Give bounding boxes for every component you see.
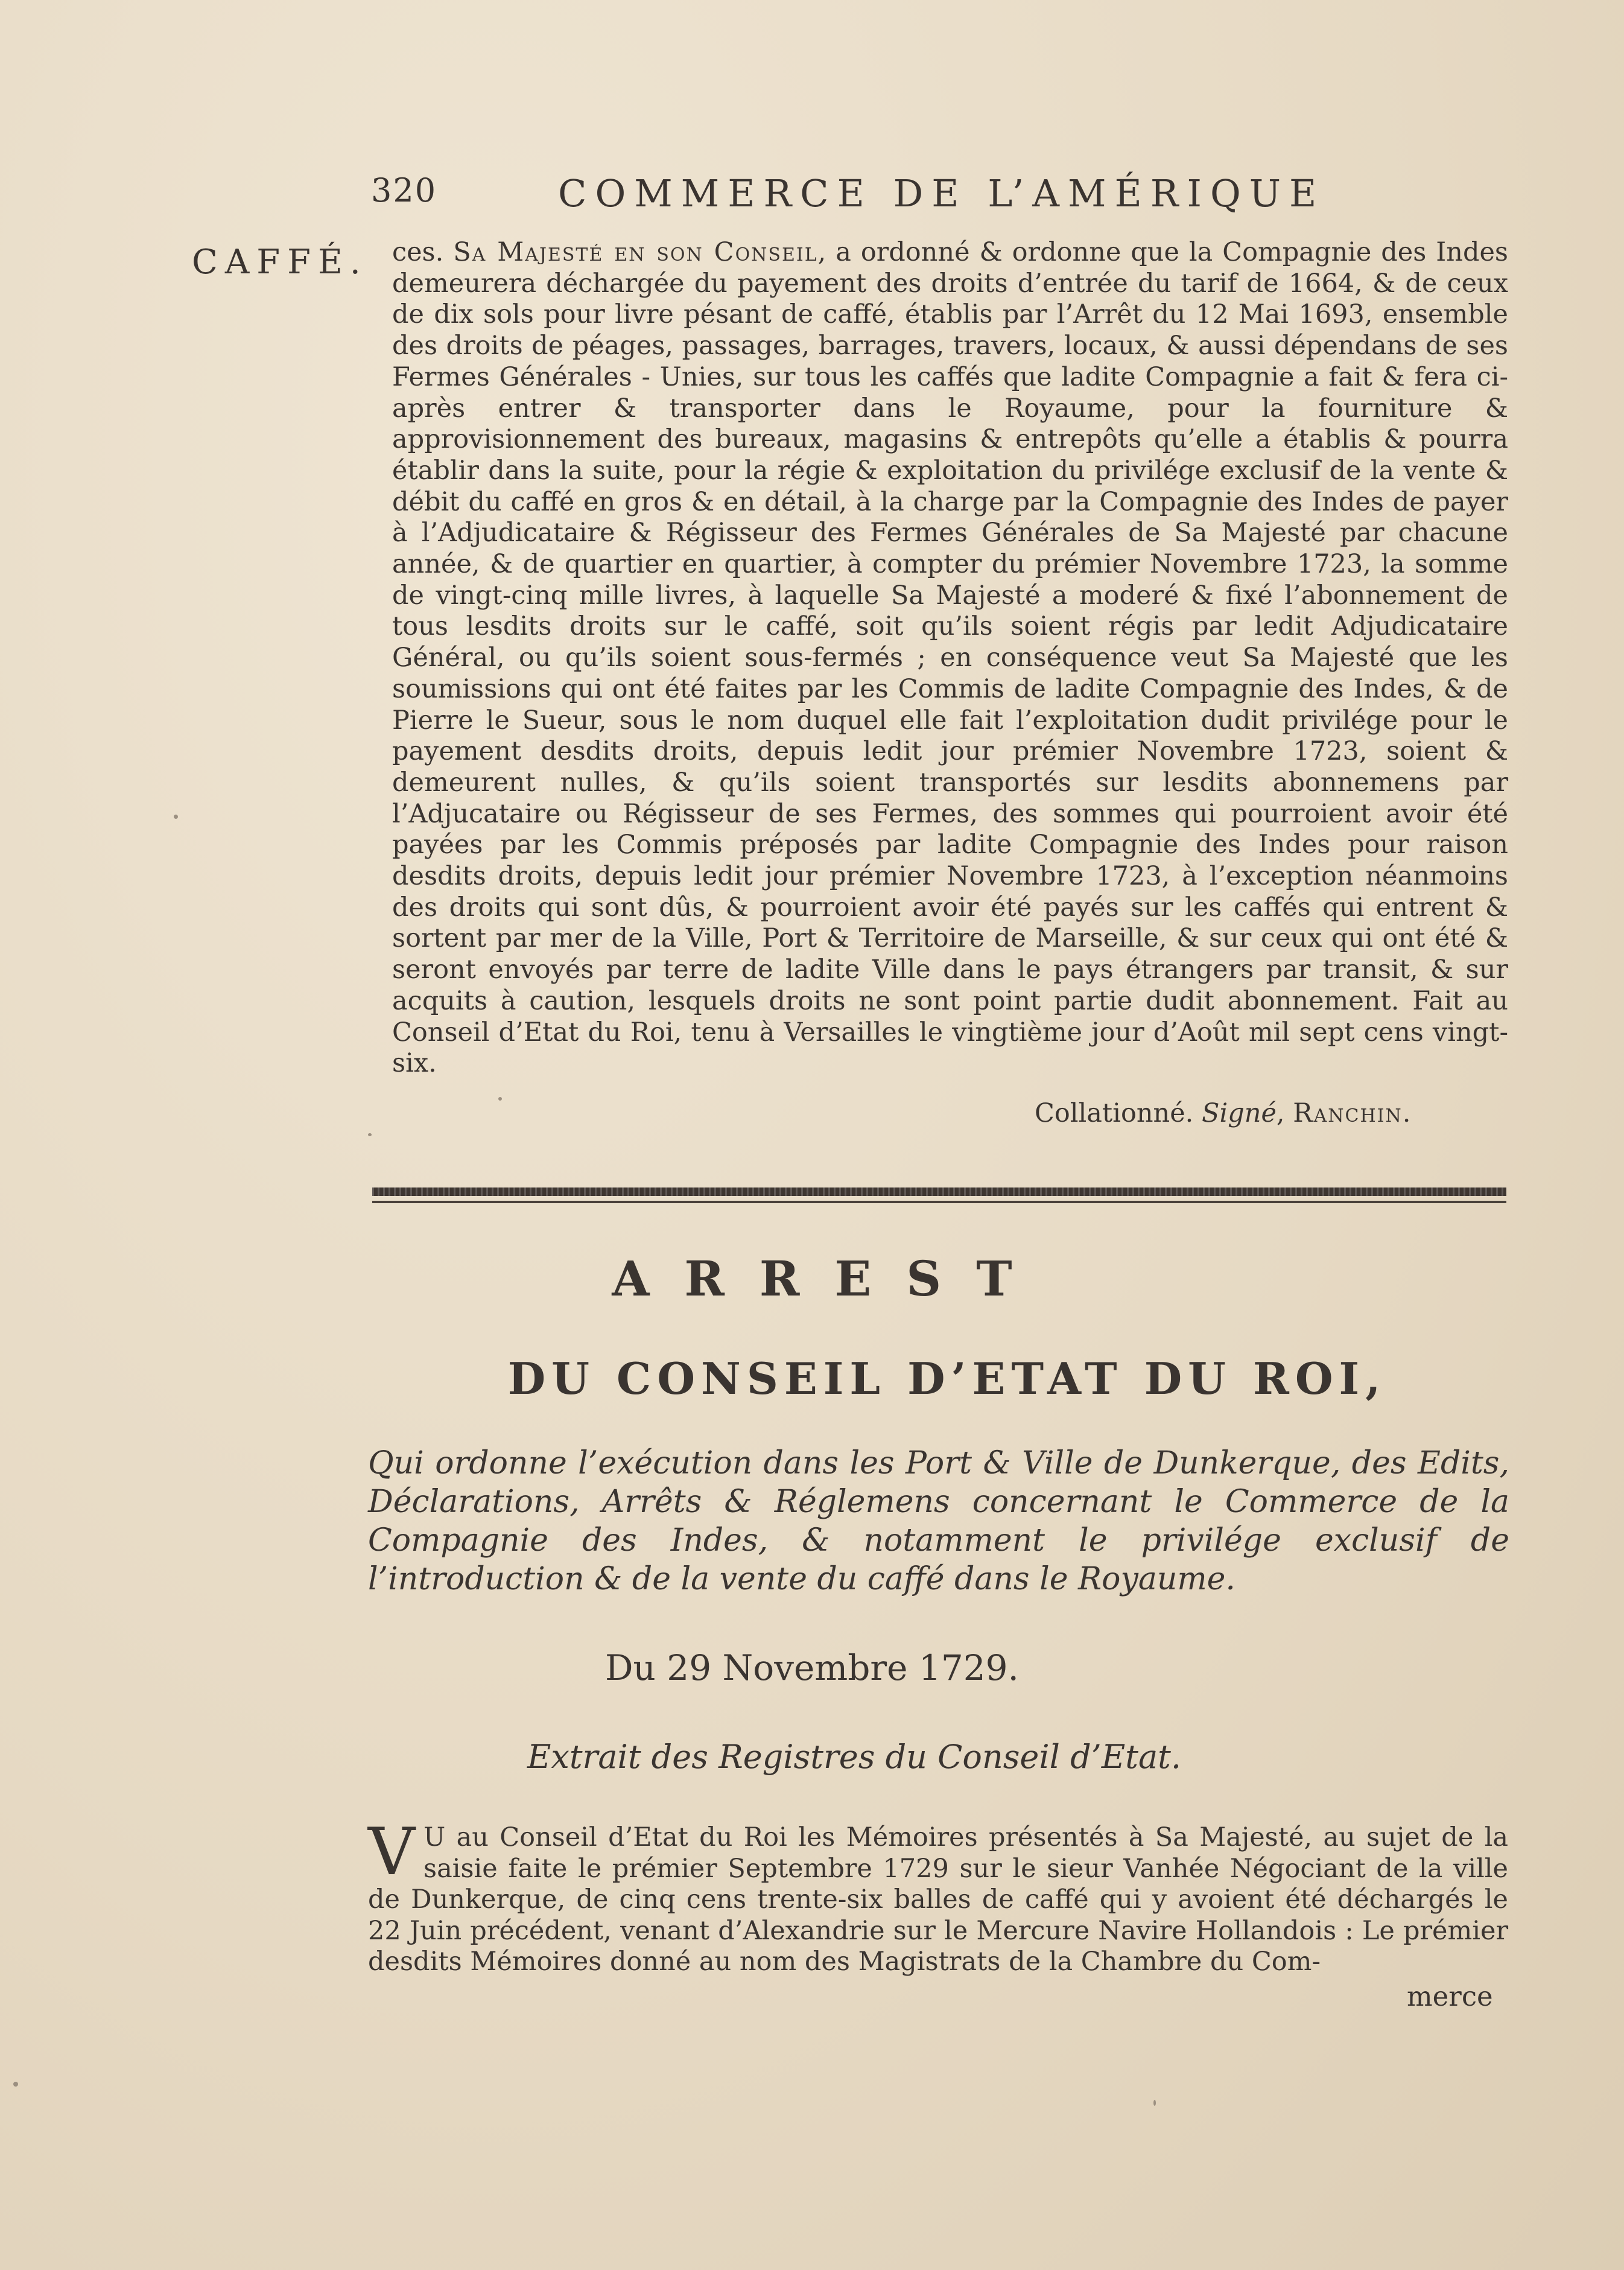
arrest-date: Du 29 Novembre 1729. xyxy=(605,1647,1019,1688)
extract-heading: Extrait des Registres du Conseil d’Etat. xyxy=(527,1738,1182,1776)
body-text: , a ordonné & ordonne que la Compagnie des Indes demeurera déchargée du payement des droits d’entrée du tarif de 1664, & de ceux de dix sols pour livre pésant de caffé, établis par l’Arrêt du 12 Mai 1693, ensemble des droits de péages, passages, barrages, travers, locaux, & aussi dépendans de ses Fermes Générales - Unies, sur tous les caffés que ladite Compagnie a fait & fera ci-après entrer & transporter dans le Royaume, pour la fourniture & approvisionnement des bureaux, magasins & entrepôts qu’elle a établis & pourra établir dans la suite, pour la régie & exploitation du privilége exclusif de la vente & débit du caffé en gros & en détail, à la charge par la Compagnie des Indes de payer à l’Adjudicataire & Régisseur des Fermes Générales de Sa Majesté par chacune année, & de quartier en quartier, à compter du prémier Novembre 1723, la somme de vingt-cinq mille livres, à laquelle Sa Majesté a moderé & fixé l’abonnement de tous lesdits droits sur le caffé, soit qu’ils soient régis par ledit Adjudicataire Général, ou qu’ils soient sous-fermés ; en conséquence veut Sa Majesté que les soumissions qui ont été faites par les Commis de ladite Compagnie des Indes, & de Pierre le Sueur, sous le nom duquel elle fait l’exploitation dudit privilége pour le payement desdits droits, depuis ledit jour prémier Novembre 1723, soient & demeurent nulles, & qu’ils soient transportés sur lesdits abonnemens par l’Adjucataire ou Régisseur de ses Fermes, des sommes qui pourroient avoir été payées par les Commis préposés par ladite Compagnie des Indes pour raison desdits droits, depuis ledit jour prémier Novembre 1723, à l’exception néanmoins des droits qui sont dûs, & pourroient avoir été payés sur les caffés qui entrent & sortent par mer de la Ville, Port & Territoire de Marseille, & sur ceux qui ont été & seront envoyés par terre de ladite Ville dans le pays étrangers par transit, & sur acquits à caution, lesquels droits ne sont point partie dudit abonnement. Fait au Conseil d’Etat du Roi, tenu à Versailles le vingtième jour d’Août mil sept cens vingt-six. xyxy=(392,237,1508,1079)
rule-thin-bar xyxy=(372,1201,1506,1203)
collationne-text: Collationné. xyxy=(1035,1098,1194,1128)
page-number: 320 xyxy=(371,171,437,209)
decree-body xyxy=(392,237,1508,1079)
catchword: merce xyxy=(1407,1980,1493,2012)
margin-note: CAFFÉ. xyxy=(192,243,368,282)
memoire-paragraph xyxy=(368,1814,1508,1978)
memoire-text: U au Conseil d’Etat du Roi les Mémoires présentés à Sa Majesté, au sujet de la saisie faite le prémier Septembre 1729 sur le sieur Vanhée Négociant de la ville de Dunkerque, de cinq cens trente-six balles de caffé qui y avoient été déchargés le 22 Juin précédent, venant d’Alexandrie sur le Mercure Navire Hollandois : Le prémier desdits Mémoires donné au nom des Magistrats de la Chambre du Com- xyxy=(368,1822,1508,1977)
page-header xyxy=(371,171,1511,220)
paper-spot xyxy=(13,2082,18,2087)
arrest-title: ARREST xyxy=(612,1250,1047,1307)
paper-spot xyxy=(174,815,178,819)
signatory-name: Ranchin. xyxy=(1293,1098,1412,1128)
paper-spot xyxy=(498,1097,502,1101)
paper-spot xyxy=(1153,2100,1156,2106)
body-lead: ces. xyxy=(392,237,444,267)
arrest-summary: Qui ordonne l’exécution dans les Port & Ville de Dunkerque, des Edits, Déclarations, Arrêts & Réglemens concernant le Commerce de la Compagnie des Indes, & notamment le privilége exclusif de l’introduction & de la vente du caffé dans le Royaume. xyxy=(368,1445,1509,1597)
ornamental-rule xyxy=(372,1184,1506,1212)
body-small-caps: Sa Majesté en son Conseil xyxy=(453,237,818,267)
signature-line xyxy=(1035,1098,1412,1128)
signature-comma: , xyxy=(1276,1098,1285,1128)
rule-thick-bar xyxy=(372,1187,1506,1196)
running-title: COMMERCE DE L’AMÉRIQUE xyxy=(558,171,1325,215)
signe-text: Signé xyxy=(1202,1098,1277,1128)
arrest-subtitle: DU CONSEIL D’ETAT DU ROI, xyxy=(507,1353,1387,1404)
drop-cap: V xyxy=(368,1814,415,1890)
paper-spot xyxy=(368,1133,372,1136)
